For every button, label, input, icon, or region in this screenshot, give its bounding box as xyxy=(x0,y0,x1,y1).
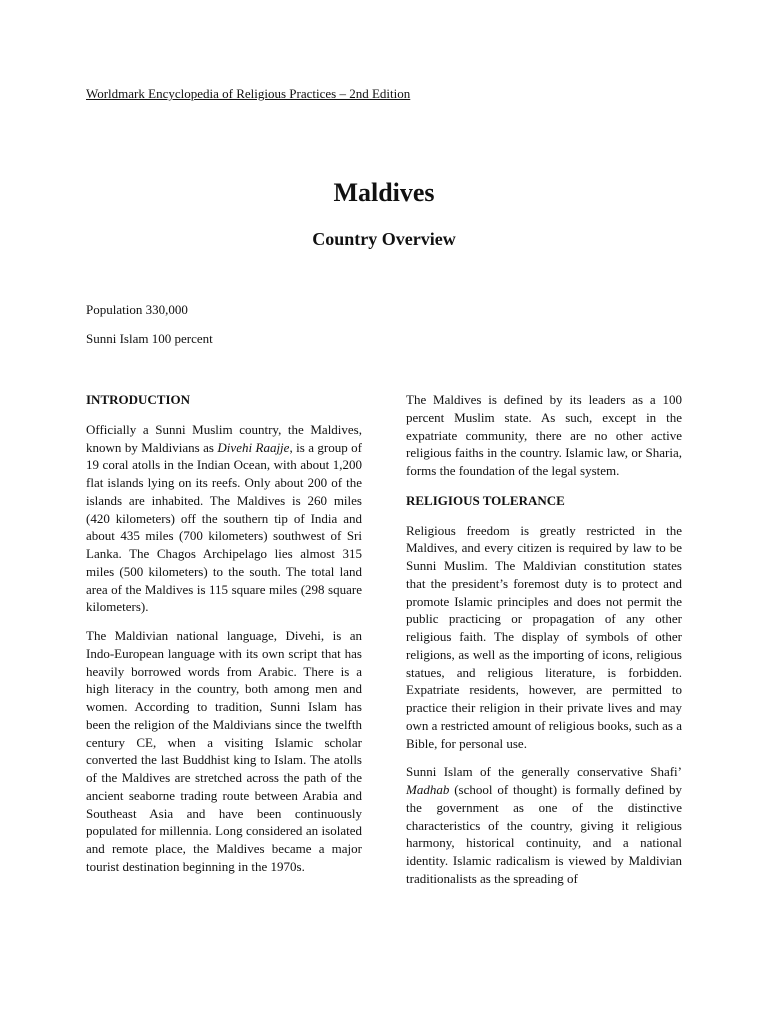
text-run: Sunni Islam of the generally conservative Shafi’ xyxy=(406,764,682,780)
italic-term: Madhab xyxy=(406,782,450,797)
right-column xyxy=(406,391,682,888)
paragraph xyxy=(86,421,362,616)
paragraph: The Maldives is defined by its leaders as a 100 percent Muslim state. As such, except in the expatriate community, there are no other active religious faiths in the country. Islamic law, or Sharia, forms the foundation of the legal system. xyxy=(406,392,682,478)
running-header: Worldmark Encyclopedia of Religious Practices – 2nd Edition xyxy=(86,86,411,101)
paragraph xyxy=(406,763,682,887)
section-heading-religious-tolerance: RELIGIOUS TOLERANCE xyxy=(406,492,565,508)
section-heading-introduction: INTRODUCTION xyxy=(86,392,191,407)
left-column xyxy=(86,391,362,876)
italic-term: Divehi Raajje xyxy=(217,439,290,455)
text-run: (school of thought) is formally defined by the government as one of the distinctive characteristics of the country, giving it religious harmony, historical continuity, and a national identity. Islamic radicalism is viewed by Maldivian traditionalists as the spreading of xyxy=(406,782,682,886)
paragraph: The Maldivian national language, Divehi, is an Indo-European language with its own script that has heavily borrowed words from Arabic. There is a high literacy in the country, both among men and women. According to tradition, Sunni Islam has been the religion of the Maldivians since the twelfth century CE, when a visiting Islamic scholar converted the last Buddhist king to Islam. The atolls of the Maldives are stretched across the path of the ancient seaborne trading route between Arabia and Southeast Asia and have been continuously populated for millennia. Long considered an isolated and remote place, the Maldives became a major tourist destination beginning in the 1970s. xyxy=(86,628,362,874)
religion-stat: Sunni Islam 100 percent xyxy=(86,331,213,346)
article-title: Maldives xyxy=(333,178,435,207)
article-subtitle: Country Overview xyxy=(312,229,456,249)
text-run: , is a group of 19 coral atolls in the Indian Ocean, with about 1,200 flat islands lying on its reefs. Only about 200 of the islands are inhabited. The Maldives is 260 miles (420 kilometers) off the southern tip of India and about 435 miles (700 kilometers) southwest of Sri Lanka. The Chagos Archipelago lies almost 315 miles (500 kilometers) to the south. The total land area of the Maldives is 115 square miles (298 square kilometers). xyxy=(86,439,362,615)
paragraph: Religious freedom is greatly restricted in the Maldives, and every citizen is required by law to be Sunni Muslim. The Maldivian constitution states that the president’s foremost duty is to protect and promote Islamic principles and does not permit the public practicing or propagation of any other religious faith. The display of symbols of other religions, as well as the importing of icons, religious statues, and religious literature, is forbidden. Expatriate residents, however, are permitted to practice their religion in their private lives and may own a restricted amount of religious books, such as a Bible, for personal use. xyxy=(406,522,682,751)
text-run: Officially a Sunni Muslim country, the Maldives, known by Maldivians as xyxy=(86,421,362,455)
population-stat: Population 330,000 xyxy=(86,302,188,317)
